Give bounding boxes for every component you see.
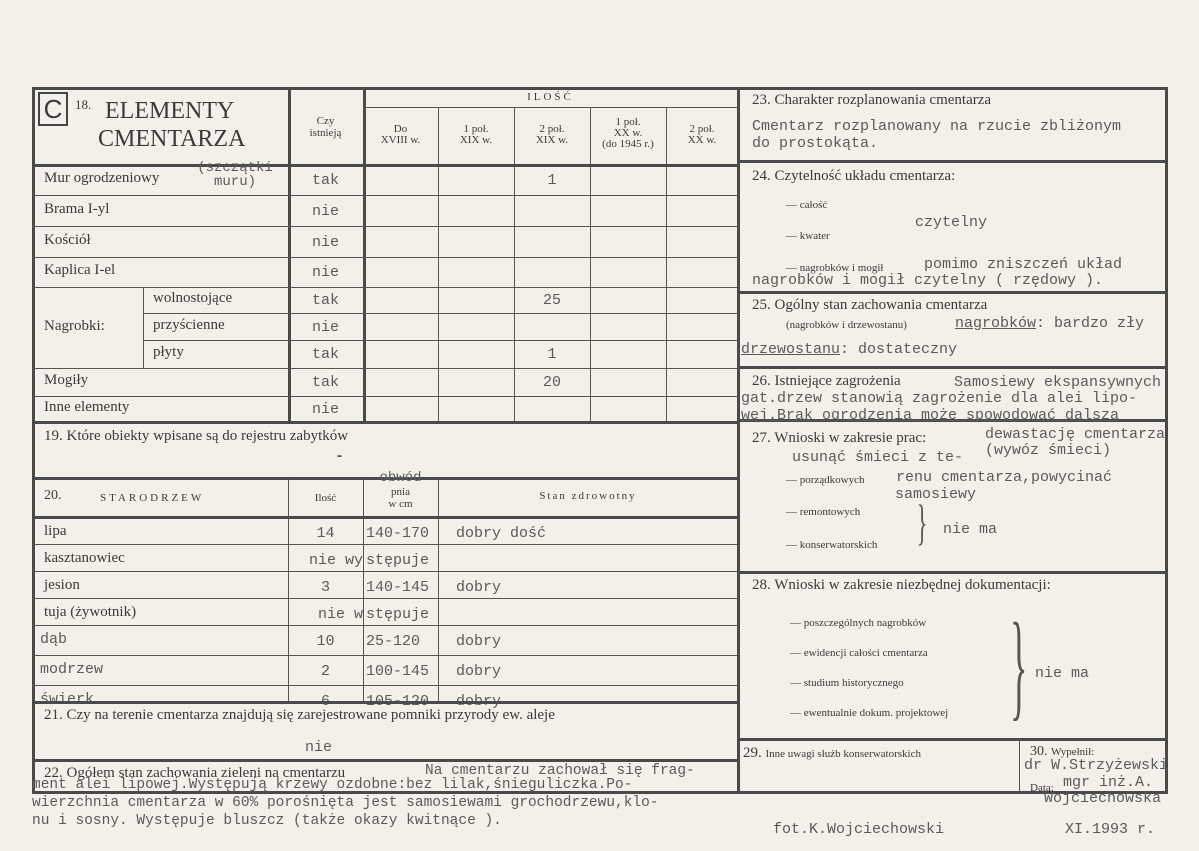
section30-number: 30. — [1030, 744, 1048, 759]
tree-health: dobry dość — [456, 525, 547, 542]
tree-health: dobry — [456, 579, 502, 596]
section20-number: 20. — [44, 488, 62, 503]
row-divider — [143, 340, 738, 341]
tree-count: 6 — [320, 693, 330, 710]
section19-label: 19. Które obiekty wpisane są do rejestru zabytków — [44, 428, 349, 444]
ilosc-divider — [363, 107, 738, 108]
section28-item-4: — ewentualnie dokum. projektowej — [790, 707, 949, 719]
section28-item-2: — ewidencji całości cmentarza — [790, 647, 928, 659]
section28-item-3: — studium historycznego — [790, 677, 904, 689]
exists-value: nie — [311, 233, 339, 251]
nagrobki-label: Nagrobki: — [44, 318, 105, 334]
section25-val-trees: : dostateczny — [840, 341, 958, 358]
section26-line2: gat.drzew stanowią zagrożenie dla alei lipo- — [741, 390, 1138, 407]
section27-typed-5: samosiewy — [895, 486, 977, 503]
ilosc-header: ILOŚĆ — [527, 91, 574, 103]
col-girth-header — [363, 486, 438, 510]
element-label: Mogiły — [44, 372, 89, 388]
row-divider — [32, 571, 738, 572]
divider-24-25 — [737, 291, 1167, 294]
section27-label: 27. Wnioski w zakresie prac: — [752, 430, 927, 446]
row-divider — [32, 655, 738, 656]
header-bottom — [32, 516, 738, 519]
col-exists-line2: istnieją — [309, 127, 342, 139]
tree-girth: 140-170 — [366, 525, 430, 542]
col-exists-line1: Czy — [316, 115, 335, 127]
row-divider — [32, 598, 738, 599]
section26-line3: wej.Brak ogrodzenia może spowodować dalszą — [741, 407, 1120, 424]
section21-label: 21. Czy na terenie cmentarza znajdują się zarejestrowane pomniki przyrody ew. aleje — [44, 707, 555, 723]
tree-count: 3 — [320, 579, 330, 596]
section27-typed-4: renu cmentarza,powycinać — [896, 469, 1113, 486]
period-header — [438, 124, 514, 146]
period-header-line: Do — [393, 123, 408, 135]
section18-bottom — [32, 421, 738, 424]
tree-girth: stępuje — [366, 606, 430, 623]
divider-25-26 — [737, 366, 1167, 369]
section27-typed-1: dewastację cmentarza — [985, 426, 1166, 443]
exists-value: nie — [311, 264, 339, 281]
section27-typed-2: usunąć śmieci z te- — [792, 449, 964, 466]
period-header-line: 1 poł. — [615, 116, 641, 128]
section22-label: 22. Ogółem stan zachowania zieleni na cmentarzu — [44, 765, 346, 781]
section18-number: 18. — [75, 97, 92, 112]
exists-value: nie — [311, 401, 339, 418]
tree-girth: 100-145 — [366, 663, 430, 680]
exists-value: tak — [311, 374, 339, 391]
section24-item-whole: — całość — [786, 199, 828, 211]
period-header-line: 2 poł. — [689, 123, 715, 135]
section20-bottom — [32, 701, 738, 704]
tree-girth: 105-120 — [366, 693, 430, 710]
section25-sub: (nagrobków i drzewostanu) — [786, 319, 907, 331]
row-divider — [32, 625, 738, 626]
section27-item-cleanup: — porządkowych — [786, 474, 865, 486]
period-header-line: XX w. — [687, 134, 717, 146]
row-divider — [32, 685, 738, 686]
section29-number: 29. — [743, 745, 762, 761]
divider-27-28 — [737, 571, 1167, 574]
period-header-line: XIX w. — [459, 134, 493, 146]
tree-girth: stępuje — [366, 552, 430, 569]
section23-label: 23. Charakter rozplanowania cmentarza — [752, 92, 992, 108]
section21-value: nie — [305, 739, 333, 756]
frame-right — [1165, 87, 1168, 793]
tree-health: dobry — [456, 693, 502, 710]
filled-by-name-1: dr W.Strzyżewski — [1024, 757, 1169, 774]
count-value: 20 — [542, 374, 561, 391]
element-label: Inne elementy — [44, 399, 130, 415]
tree-count: 14 — [316, 525, 335, 542]
col-divider — [363, 478, 364, 702]
exists-value: nie — [311, 202, 339, 220]
period-header-line: 2 poł. — [539, 123, 565, 135]
col-divider — [438, 478, 439, 702]
count-value: 1 — [547, 172, 557, 189]
section24-value-readable: czytelny — [915, 214, 988, 231]
period-header-line: (do 1945 r.) — [602, 138, 654, 150]
section25-key-graves: nagrobków — [955, 315, 1037, 332]
tree-health: dobry — [456, 633, 502, 650]
section28-label: 28. Wnioski w zakresie niezbędnej dokumentacji: — [752, 577, 1051, 593]
section-letter-box: C — [38, 92, 68, 126]
divider-28-29 — [737, 738, 1167, 741]
section25-label: 25. Ogólny stan zachowania cmentarza — [752, 297, 988, 313]
element-label: przyścienne — [153, 316, 225, 333]
element-note: (szczątki muru) — [197, 160, 273, 190]
section27-item-repair: — remontowych — [786, 506, 861, 518]
tree-count: nie wy — [308, 552, 363, 569]
frame-top — [32, 87, 1168, 90]
section18-title-line1: ELEMENTY — [105, 98, 235, 124]
section23-line1: Cmentarz rozplanowany na rzucie zbliżonym — [752, 118, 1122, 135]
nagrobki-divider — [143, 287, 144, 368]
exists-value: tak — [311, 172, 339, 189]
tree-name: jesion — [44, 577, 80, 593]
col-exists-header — [288, 115, 363, 139]
period-header-line: XIX w. — [535, 134, 569, 146]
row-divider — [32, 287, 738, 288]
section24-label: 24. Czytelność układu cmentarza: — [752, 168, 956, 184]
divider-29-30 — [1019, 738, 1020, 792]
section23-line2: do prostokąta. — [752, 135, 879, 152]
period-header-line: XVIII w. — [380, 134, 421, 146]
frame-left — [32, 87, 35, 793]
filled-by-name-2: mgr inż.A. — [1063, 774, 1154, 791]
count-value: 25 — [542, 292, 561, 309]
exists-value: nie — [311, 318, 339, 336]
col-divider — [288, 88, 291, 422]
col-health-header: Stan zdrowotny — [539, 490, 637, 502]
date-label: Data: — [1030, 782, 1054, 794]
section28-item-1: — poszczególnych nagrobków — [790, 617, 927, 629]
section26-line1: Samosiewy ekspansywnych — [954, 374, 1162, 391]
col-girth-typed: obwód — [379, 470, 422, 486]
section24-item-quarters: — kwater — [786, 230, 830, 242]
section25-key-trees: drzewostanu — [741, 341, 841, 358]
element-label: wolnostojące — [153, 290, 233, 306]
col-girth-line1: pnia — [391, 486, 410, 498]
tree-name: lipa — [44, 523, 67, 539]
row-divider — [32, 226, 738, 227]
element-label: Kaplica I-el — [44, 262, 116, 278]
photo-credit: fot.K.Wojciechowski — [773, 821, 945, 838]
footer-date: XI.1993 r. — [1065, 821, 1156, 838]
exists-value: tak — [311, 346, 339, 363]
col-divider — [666, 107, 667, 422]
col-girth-line2: w cm — [388, 498, 413, 510]
tree-count: 10 — [316, 633, 335, 650]
brace-icon: } — [1010, 598, 1028, 731]
exists-value: tak — [311, 292, 339, 309]
filled-by-name-3: Wojciechowska — [1044, 790, 1162, 807]
section22-line4: nu i sosny. Występuje bluszcz (także okazy kwitnące ). — [32, 813, 502, 829]
col-divider — [590, 107, 591, 422]
section22-line3: wierzchnia cmentarza w 60% porośnięta jest samosiewami grochodrzewu,klo- — [32, 795, 659, 811]
element-label: Brama I-yl — [44, 200, 110, 217]
filled-by-label: Wypełnił: — [1051, 746, 1095, 758]
tree-count: 2 — [320, 663, 330, 680]
section26-label: 26. Istniejące zagrożenia — [752, 373, 901, 389]
row-divider — [32, 396, 738, 397]
section20-title: STARODRZEW — [100, 492, 205, 504]
row-divider — [32, 257, 738, 258]
tree-health: dobry — [456, 663, 502, 680]
tree-name: świerk — [40, 691, 95, 708]
tree-girth: 140-145 — [366, 579, 430, 596]
section27-item-conservation: — konserwatorskich — [786, 539, 878, 551]
tree-name: kasztanowiec — [44, 550, 125, 566]
section18-title-line2: CMENTARZA — [98, 126, 246, 152]
section24-value-line2: nagrobków i mogił czytelny ( rzędowy ). — [752, 272, 1104, 289]
tree-name: modrzew — [40, 661, 104, 678]
period-header — [666, 124, 738, 146]
section28-value: nie ma — [1035, 665, 1090, 682]
section27-value: nie ma — [943, 521, 998, 538]
col-divider — [438, 107, 439, 422]
section24-value-line1: pomimo zniszczeń układ — [924, 256, 1123, 273]
section25-val-graves: : bardzo zły — [1036, 315, 1145, 332]
tree-name: dąb — [40, 631, 68, 648]
section24-item-graves: — nagrobków i mogił — [786, 262, 884, 274]
period-header-line: XX w. — [613, 127, 643, 139]
period-header-line: 1 poł. — [463, 123, 489, 135]
row-divider — [32, 195, 738, 196]
header-bottom — [32, 164, 738, 167]
column-divider — [737, 87, 740, 793]
section22-line2: ment alei lipowej.Występują krzewy ozdobne:bez lilak,śnieguliczka.Po- — [32, 777, 633, 793]
divider-23-24 — [737, 160, 1167, 163]
period-header — [514, 124, 590, 146]
brace-icon: } — [916, 494, 928, 550]
row-divider — [32, 544, 738, 545]
element-label: płyty — [153, 344, 184, 360]
count-value: 1 — [547, 346, 557, 363]
row-divider — [143, 313, 738, 314]
tree-name: tuja (żywotnik) — [44, 604, 137, 620]
row-divider — [32, 368, 738, 369]
tree-count: nie w — [317, 606, 363, 623]
section29-label: Inne uwagi służb konserwatorskich — [765, 748, 921, 760]
tree-girth: 25-120 — [366, 633, 421, 650]
section27-typed-3: (wywóz śmieci) — [985, 442, 1112, 459]
section21-bottom — [32, 759, 738, 762]
section22-line1: Na cmentarzu zachował się frag- — [425, 763, 695, 779]
element-label: Mur ogrodzeniowy — [44, 170, 160, 186]
period-header — [590, 117, 666, 150]
section19-value: - — [335, 448, 345, 465]
period-header — [363, 124, 438, 146]
col-count-header: Ilość — [314, 492, 337, 504]
element-label: Kościół — [44, 231, 91, 248]
